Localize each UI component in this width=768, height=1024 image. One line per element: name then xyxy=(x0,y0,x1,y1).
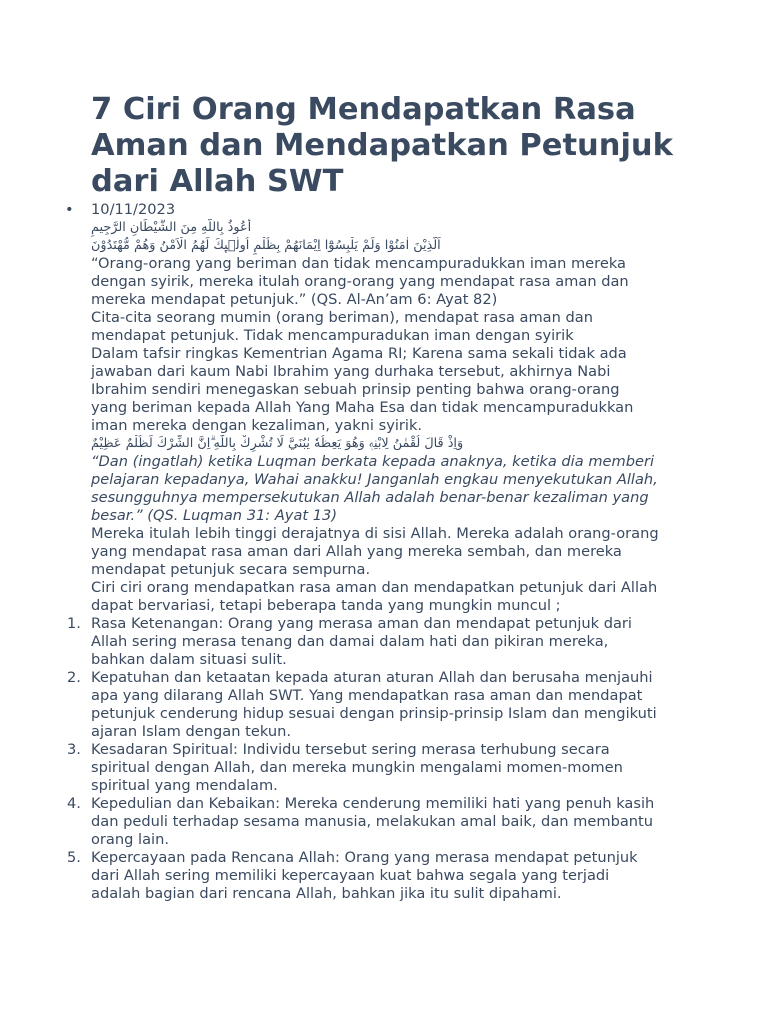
post-date: 10/11/2023 xyxy=(91,201,176,218)
text-line: bahkan dalam situasi sulit. xyxy=(91,651,287,668)
bullet-item xyxy=(65,201,691,615)
text-line: Cita-cita seorang mumin (orang beriman), mendapat rasa aman dan xyxy=(91,309,593,326)
list-number: 2. xyxy=(67,669,81,686)
text-line: ajaran Islam dengan tekun. xyxy=(91,723,291,740)
verse2-block xyxy=(91,435,677,453)
list-number: 1. xyxy=(67,615,81,632)
title-line: 7 Ciri Orang Mendapatkan Rasa xyxy=(91,92,636,127)
text-line: yang mendapat rasa aman dari Allah yang mereka sembah, dan mereka xyxy=(91,543,622,560)
text-line: Kepatuhan dan ketaatan kepada aturan aturan Allah dan berusaha menjauhi xyxy=(91,669,653,686)
text-line: yang beriman kepada Allah Yang Maha Esa dan tidak mencampuradukkan xyxy=(91,399,634,416)
title-line: dari Allah SWT xyxy=(91,164,344,199)
text-line: iman mereka dengan kezaliman, yakni syirik. xyxy=(91,417,423,434)
text-line: petunjuk cenderung hidup sesuai dengan prinsip-prinsip Islam dan mengikuti xyxy=(91,705,657,722)
paragraph-cita-cita xyxy=(91,309,691,345)
text-line: Kepedulian dan Kebaikan: Mereka cenderung memiliki hati yang penuh kasih xyxy=(91,795,655,812)
list-item xyxy=(67,741,691,795)
title-line: Aman dan Mendapatkan Petunjuk xyxy=(91,128,673,163)
text-line: jawaban dari kaum Nabi Ibrahim yang durhaka tersebut, akhirnya Nabi xyxy=(91,363,611,380)
list-item xyxy=(67,795,691,849)
verse2-translation xyxy=(91,453,691,525)
article-body xyxy=(65,201,691,903)
list-number: 3. xyxy=(67,741,81,758)
text-line: adalah bagian dari rencana Allah, bahkan jika itu sulit dipahami. xyxy=(91,885,562,902)
text-line: Kesadaran Spiritual: Individu tersebut sering merasa terhubung secara xyxy=(91,741,610,758)
text-line: dapat bervariasi, tetapi beberapa tanda yang mungkin muncul ; xyxy=(91,597,561,614)
taawudz-block xyxy=(91,219,677,237)
text-line: mendapat petunjuk. Tidak mencampuradukan iman dengan syirik xyxy=(91,327,574,344)
verse1-arabic: اَلَّذِيْنَ اٰمَنُوْا وَلَمْ يَلْبِسُوْٓا اِيْمَانَهُمْ بِظُلْمٍ اُولٰۤىِٕكَ لَهُمُ الْاَمْنُ وَهُمْ مُّهْتَدُوْنَ xyxy=(91,238,441,253)
text-line: orang lain. xyxy=(91,831,169,848)
text-line: spiritual yang mendalam. xyxy=(91,777,278,794)
text-line: sesungguhnya mempersekutukan Allah adalah benar-benar kezaliman yang xyxy=(91,489,649,506)
text-line: “Orang-orang yang beriman dan tidak mencampuradukkan iman mereka xyxy=(91,255,626,272)
list-item xyxy=(67,849,691,903)
text-line: mendapat petunjuk secara sempurna. xyxy=(91,561,371,578)
text-line: Allah sering merasa tenang dan damai dalam hati dan pikiran mereka, xyxy=(91,633,609,650)
verse2-arabic: وَاِذْ قَالَ لُقْمٰنُ لِابْنِهٖ وَهُوَ يَعِظُهٗ يٰبُنَيَّ لَا تُشْرِكْ بِاللّٰهِ ۗاِنَّ الشِّرْكَ لَظُلْمٌ عَظِيْمٌ xyxy=(91,436,464,451)
list-item xyxy=(67,615,691,669)
text-line: spiritual dengan Allah, dan mereka mungkin mengalami momen-momen xyxy=(91,759,623,776)
text-line: “Dan (ingatlah) ketika Luqman berkata kepada anaknya, ketika dia memberi xyxy=(91,453,655,470)
text-line: dan peduli terhadap sesama manusia, melakukan amal baik, dan membantu xyxy=(91,813,653,830)
article-title xyxy=(91,92,711,200)
list-number: 5. xyxy=(67,849,81,866)
text-line: dengan syirik, mereka itulah orang-orang yang mendapat rasa aman dan xyxy=(91,273,629,290)
text-line: Rasa Ketenangan: Orang yang merasa aman dan mendapat petunjuk dari xyxy=(91,615,632,632)
ciri-list xyxy=(67,615,691,903)
list-item xyxy=(67,669,691,741)
text-line: Ciri ciri orang mendapatkan rasa aman dan mendapatkan petunjuk dari Allah xyxy=(91,579,658,596)
text-line: Dalam tafsir ringkas Kementrian Agama RI; Karena sama sekali tidak ada xyxy=(91,345,627,362)
text-line: pelajaran kepadanya, Wahai anakku! Janganlah engkau menyekutukan Allah, xyxy=(91,471,658,488)
taawudz-arabic: أَعُوذُ بِاللَّهِ مِنَ الشَّيْطَانِ الرَّجِيمِ xyxy=(91,220,252,235)
list-number: 4. xyxy=(67,795,81,812)
text-line: apa yang dilarang Allah SWT. Yang mendapatkan rasa aman dan mendapat xyxy=(91,687,643,704)
paragraph-ciri xyxy=(91,579,691,615)
verse1-block xyxy=(91,237,677,255)
verse1-translation xyxy=(91,255,691,309)
bullet-dot: • xyxy=(65,201,74,218)
text-line: Kepercayaan pada Rencana Allah: Orang yang merasa mendapat petunjuk xyxy=(91,849,638,866)
text-line: Mereka itulah lebih tinggi derajatnya di sisi Allah. Mereka adalah orang-orang xyxy=(91,525,659,542)
text-line: Ibrahim sendiri menegaskan sebuah prinsip penting bahwa orang-orang xyxy=(91,381,620,398)
text-line: besar.” (QS. Luqman 31: Ayat 13) xyxy=(91,507,338,524)
bullet-list xyxy=(65,201,691,615)
text-line: mereka mendapat petunjuk.” (QS. Al-An’am 6: Ayat 82) xyxy=(91,291,498,308)
paragraph-derajat xyxy=(91,525,691,579)
text-line: dari Allah sering memiliki kepercayaan kuat bahwa segala yang terjadi xyxy=(91,867,610,884)
paragraph-tafsir xyxy=(91,345,691,435)
